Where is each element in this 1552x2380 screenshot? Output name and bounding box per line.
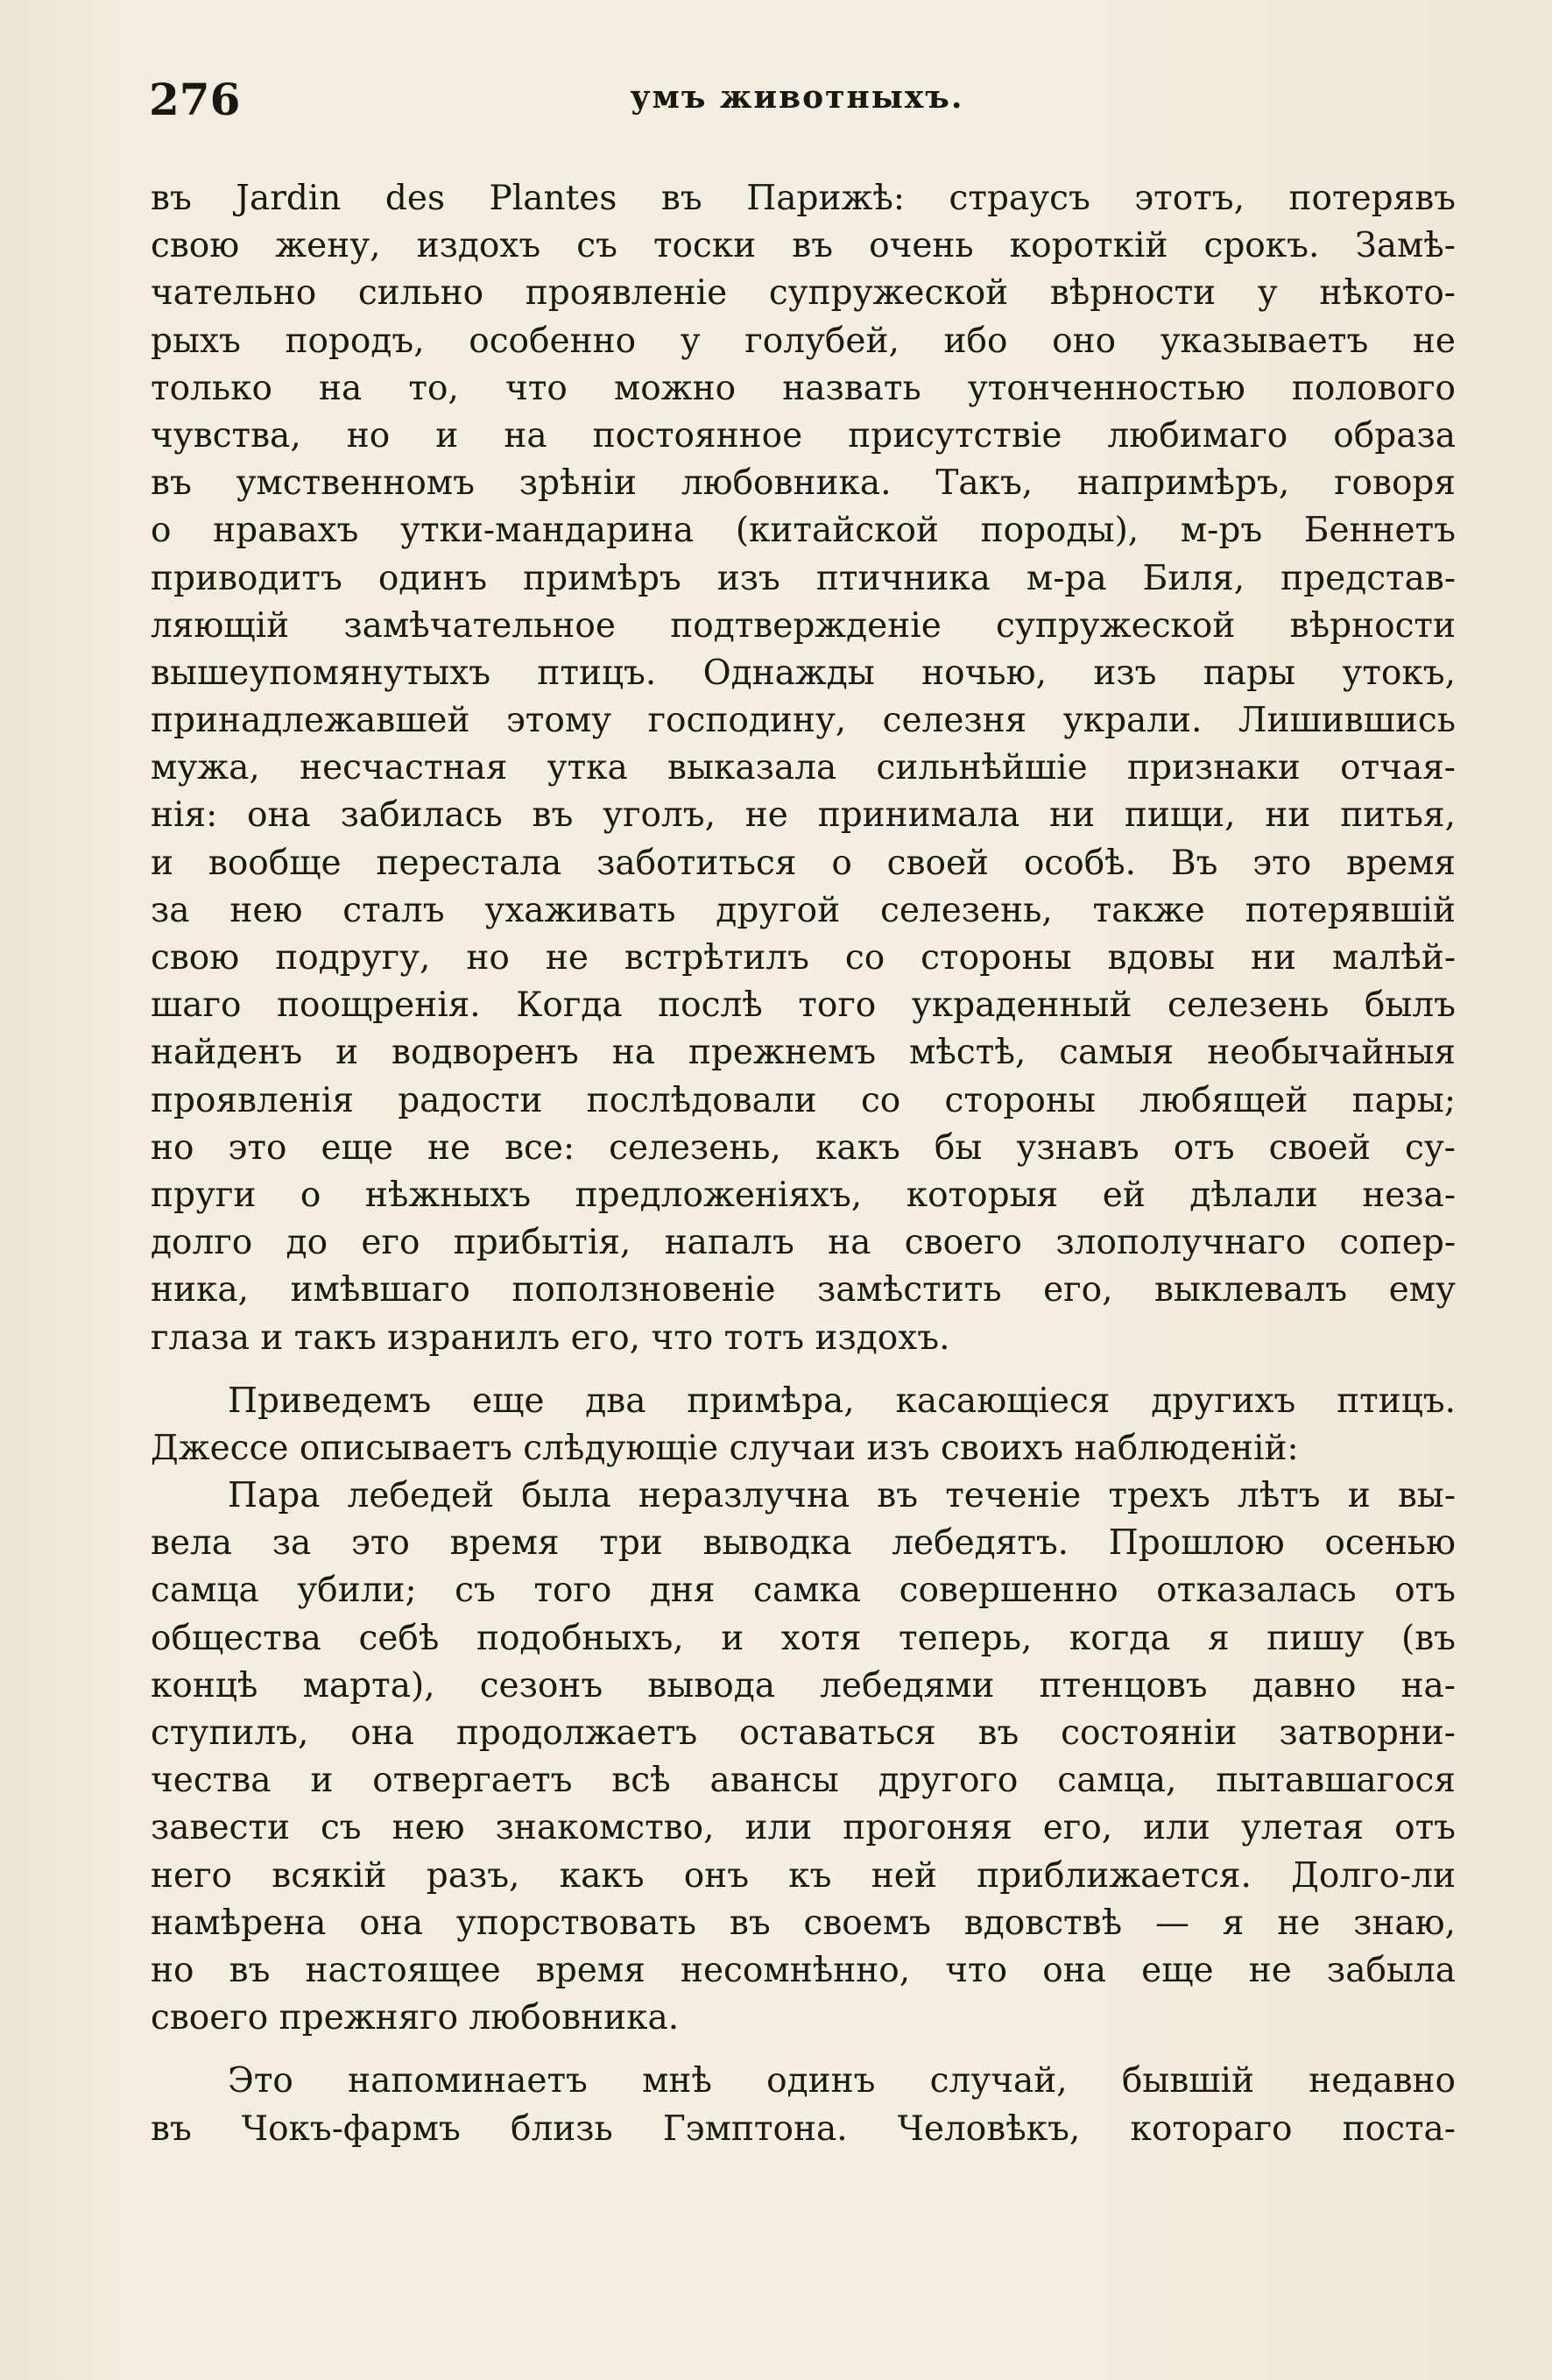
text-line: но это еще не все: селезень, какъ бы узнавъ отъ своей су- [151, 1127, 1456, 1168]
text-line: самца убили; съ того дня самка совершенно отказалась отъ [151, 1571, 1456, 1611]
text-line: проявленія радости послѣдовали со стороны любящей пары; [151, 1080, 1456, 1120]
text-line: свою жену, издохъ съ тоски въ очень короткій срокъ. Замѣ- [151, 226, 1456, 266]
text-line: концѣ марта), сезонъ вывода лебедями птенцовъ давно на- [151, 1665, 1456, 1706]
text-line: общества себѣ подобныхъ, и хотя теперь, когда я пишу (въ [151, 1618, 1456, 1658]
text-line: только на то, что можно назвать утонченностью полового [151, 368, 1456, 408]
text-line: ника, имѣвшаго поползновеніе замѣстить его, выклевалъ ему [151, 1270, 1456, 1310]
body-text [151, 175, 1456, 2153]
text-line: приводитъ одинъ примѣръ изъ птичника м-ра Биля, представ- [151, 558, 1456, 598]
text-line: ляющій замѣчательное подтвержденіе супружеской вѣрности [151, 605, 1456, 646]
text-line: и вообще перестала заботиться о своей особѣ. Въ это время [151, 843, 1456, 883]
paragraph [151, 1472, 1456, 2042]
text-line: завести съ нею знакомство, или прогоняя его, или улетая отъ [151, 1808, 1456, 1848]
paragraph [151, 175, 1456, 1362]
page-header [149, 74, 1445, 135]
text-line: принадлежавшей этому господину, селезня украли. Лишившись [151, 701, 1456, 741]
text-line: чательно сильно проявленіе супружеской вѣрности у нѣкото- [151, 273, 1456, 314]
text-line: Джессе описываетъ слѣдующіе случаи изъ своихъ наблюденій: [151, 1428, 1299, 1468]
text-line: свою подругу, но не встрѣтилъ со стороны вдовы ни малѣй- [151, 938, 1456, 978]
text-line: Приведемъ еще два примѣра, касающіеся другихъ птицъ. [228, 1381, 1456, 1421]
paragraph [151, 1378, 1456, 1472]
text-line: шаго поощренія. Когда послѣ того украденный селезень былъ [151, 985, 1456, 1026]
text-line: нія: она забилась въ уголъ, не принимала ни пищи, ни питья, [151, 795, 1456, 836]
text-line: Это напоминаетъ мнѣ одинъ случай, бывшій недавно [228, 2061, 1456, 2101]
text-line: Пара лебедей была неразлучна въ теченіе трехъ лѣтъ и вы- [228, 1476, 1456, 1516]
text-line: намѣрена она упорствовать въ своемъ вдовствѣ — я не знаю, [151, 1903, 1456, 1943]
text-line: глаза и такъ изранилъ его, что тотъ издохъ. [151, 1317, 950, 1358]
text-line: долго до его прибытія, напалъ на своего злополучнаго сопер- [151, 1223, 1456, 1263]
text-line: въ Чокъ-фармъ близь Гэмптона. Человѣкъ, котораго поста- [151, 2108, 1456, 2149]
text-line: него всякій разъ, какъ онъ къ ней приближается. Долго-ли [151, 1855, 1456, 1896]
text-line: о нравахъ утки-мандарина (китайской породы), м-ръ Беннетъ [151, 511, 1456, 551]
page-number: 276 [149, 74, 241, 125]
text-line: мужа, несчастная утка выказала сильнѣйшіе признаки отчая- [151, 748, 1456, 788]
paragraph [151, 2058, 1456, 2152]
text-line: найденъ и водворенъ на прежнемъ мѣстѣ, самыя необычайныя [151, 1033, 1456, 1073]
text-line: въ умственномъ зрѣніи любовника. Такъ, напримѣръ, говоря [151, 463, 1456, 504]
text-line: за нею сталъ ухаживать другой селезень, также потерявшій [151, 890, 1456, 930]
text-line: ступилъ, она продолжаетъ оставаться въ состояніи затворни- [151, 1713, 1456, 1753]
text-line: вышеупомянутыхъ птицъ. Однажды ночью, изъ пары утокъ, [151, 653, 1456, 693]
text-line: чувства, но и на постоянное присутствіе любимаго образа [151, 415, 1456, 456]
text-line: пруги о нѣжныхъ предложеніяхъ, которыя ей дѣлали неза- [151, 1175, 1456, 1215]
text-line: но въ настоящее время несомнѣнно, что она еще не забыла [151, 1950, 1456, 1990]
text-line: рыхъ породъ, особенно у голубей, ибо оно указываетъ не [151, 321, 1456, 361]
text-line: въ Jardin des Plantes въ Парижѣ: страусъ этотъ, потерявъ [151, 179, 1456, 218]
text-line: чества и отвергаетъ всѣ авансы другого самца, пытавшагося [151, 1761, 1456, 1801]
text-line: вела за это время три выводка лебедятъ. Прошлою осенью [151, 1523, 1456, 1564]
running-title: умъ животныхъ. [630, 79, 964, 116]
text-line: своего прежняго любовника. [151, 1998, 680, 2038]
